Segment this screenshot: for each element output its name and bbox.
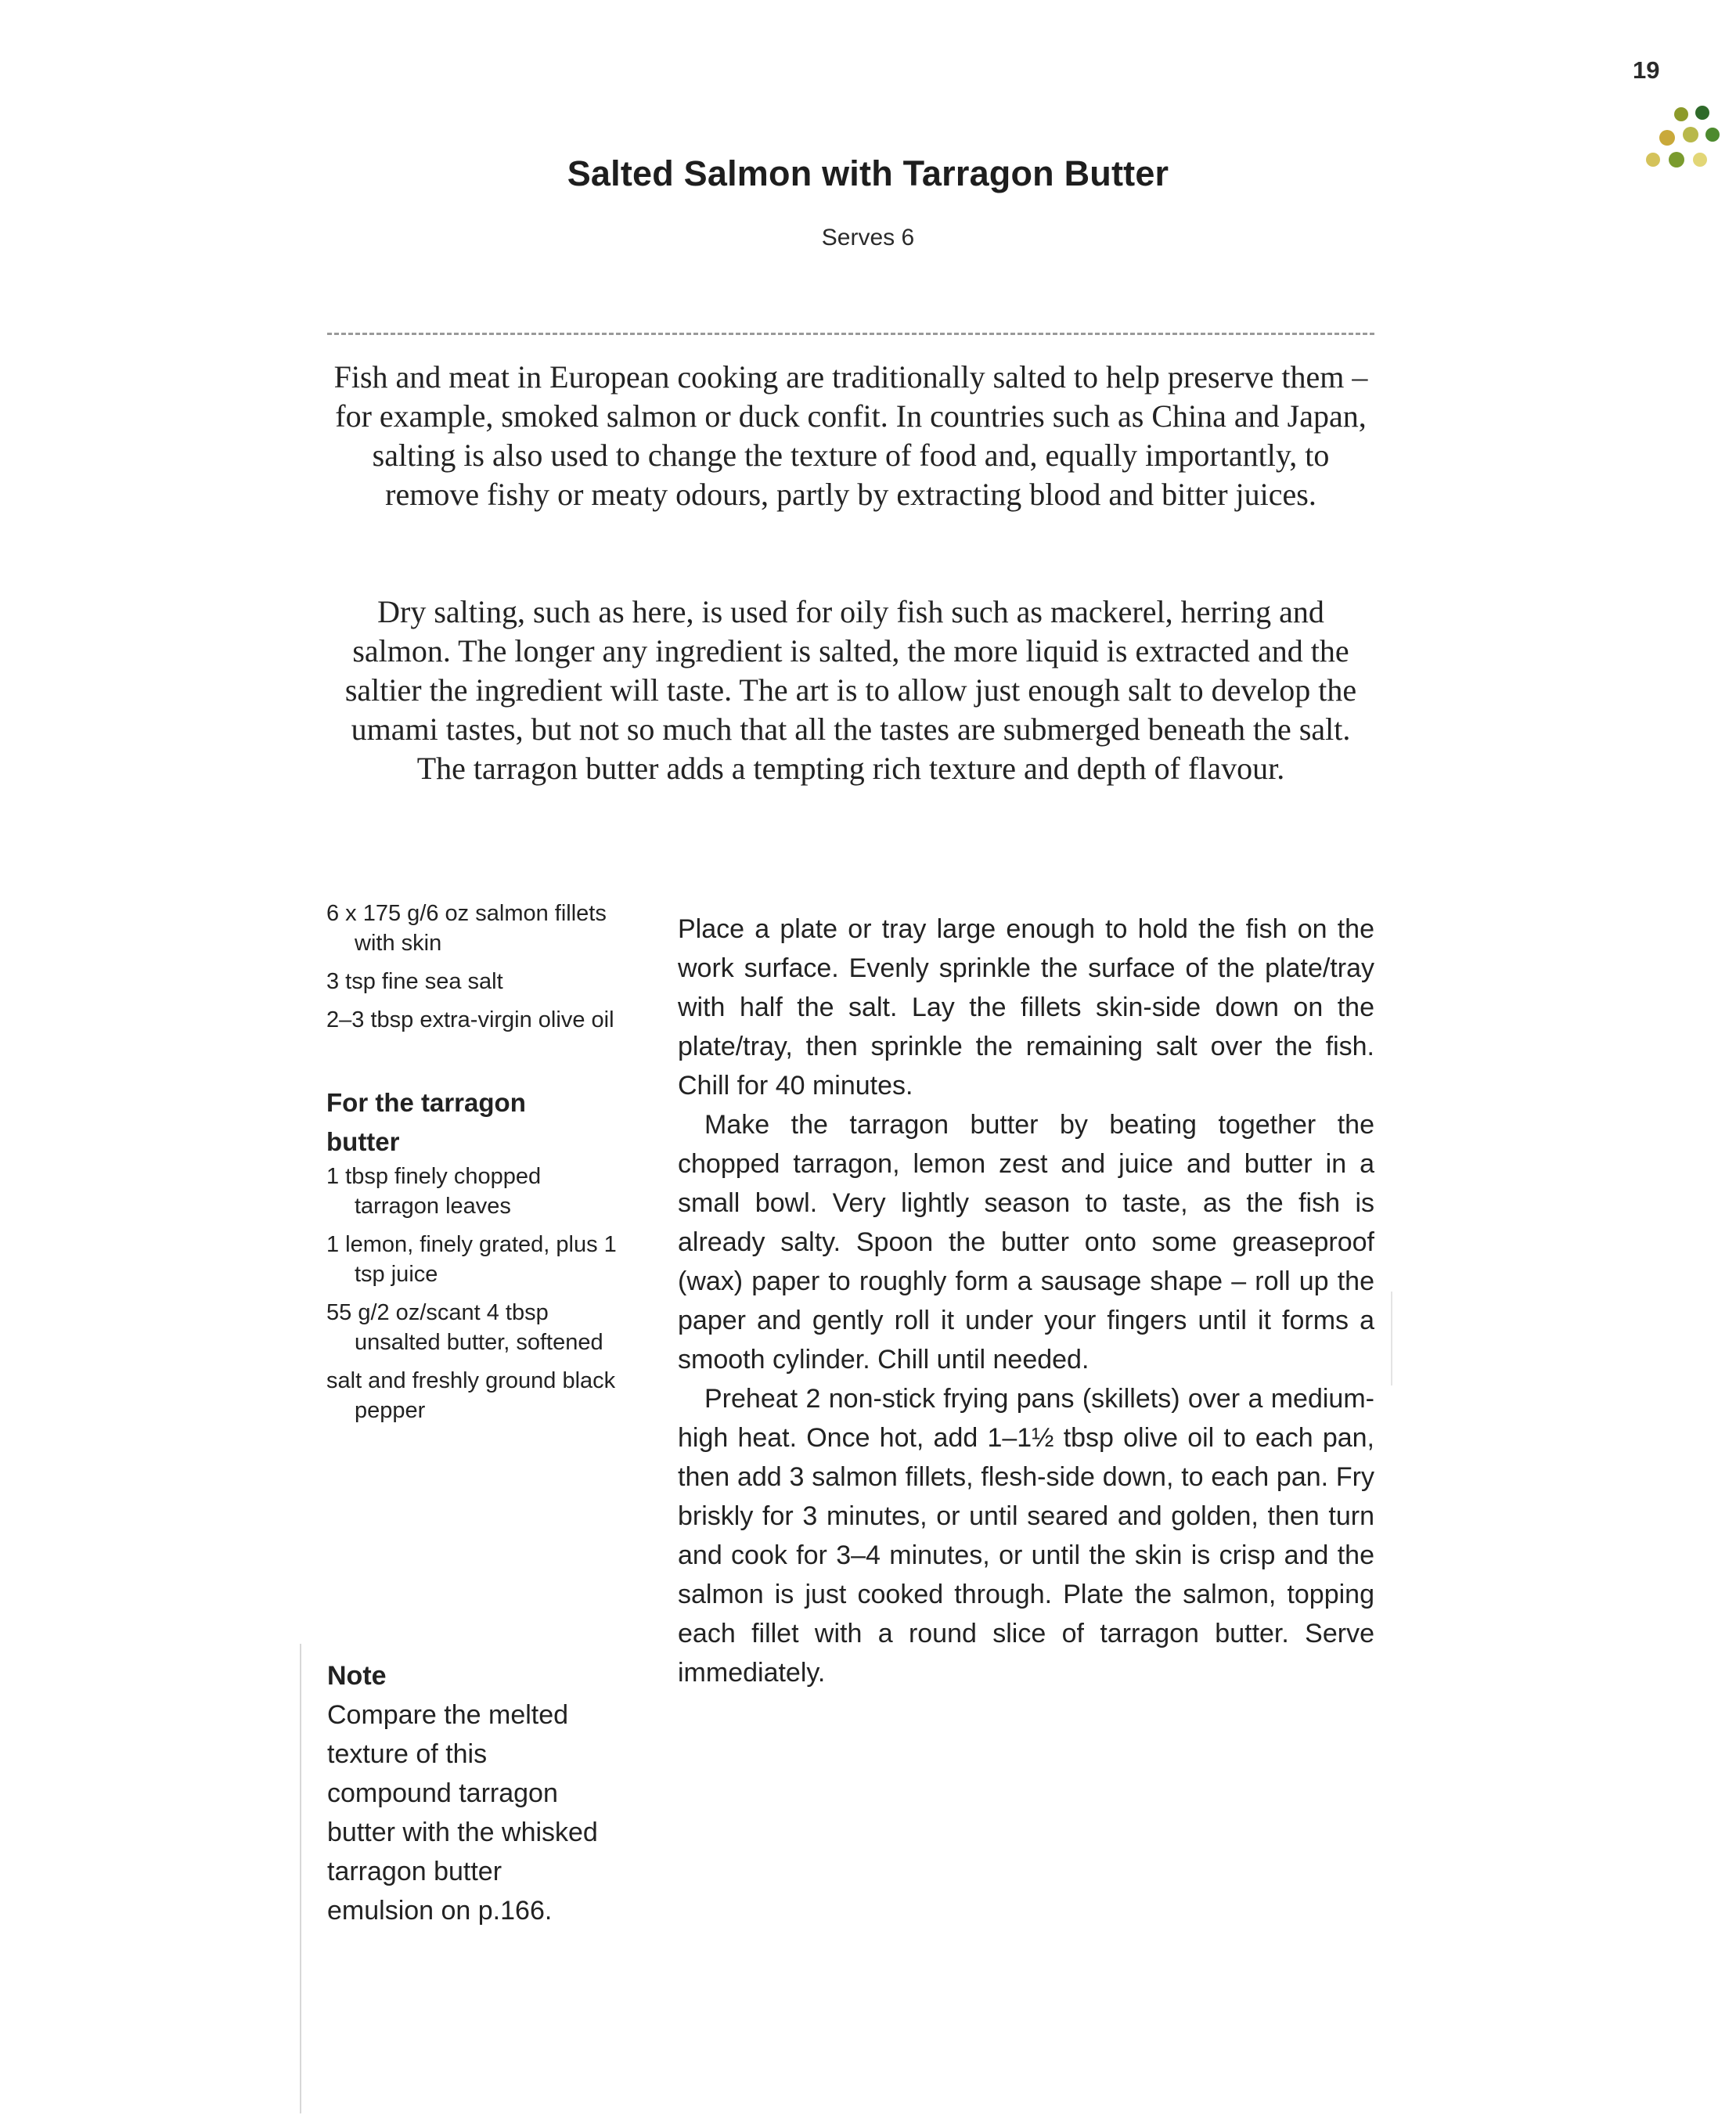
herb-dot xyxy=(1683,127,1698,142)
tarragon-butter-heading: For the tarragon butter xyxy=(326,1088,526,1156)
ingredient-item: 1 tbsp finely chopped tarragon leaves xyxy=(326,1164,542,1219)
note-heading: Note xyxy=(327,1661,387,1691)
page-number: 19 xyxy=(1633,56,1660,84)
ingredient-item: 1 lemon, finely grated, plus 1 tsp juice xyxy=(326,1232,617,1287)
note-text: Compare the melted texture of this compound tarragon butter with the whisked tarragon butter emulsion on p.166. xyxy=(327,1700,598,1926)
intro-paragraph-1: Fish and meat in European cooking are traditionally salted to help preserve them – for example, smoked salmon or duck confit. In countries such as China and Japan, salting is also used to change the texture of food and, equally importantly, to remove fishy or meaty odours, partly by extracting blood and bitter juices. xyxy=(333,359,1368,512)
herb-dot xyxy=(1674,107,1688,121)
method-column xyxy=(678,910,1374,1692)
ingredients-column xyxy=(326,899,624,1434)
scan-artifact xyxy=(1391,1292,1392,1385)
method-step-2: Make the tarragon butter by beating together the chopped tarragon, lemon zest and juice and butter in a small bowl. Very lightly season to taste, as the fish is already salty. Spoon the butter onto some greaseproof (wax) paper to roughly form a sausage shape – roll up the paper and gently roll it under your fingers until it forms a smooth cylinder. Chill until needed. xyxy=(678,1110,1374,1375)
recipe-title: Salted Salmon with Tarragon Butter xyxy=(567,153,1169,193)
ingredient-item: salt and freshly ground black pepper xyxy=(326,1368,616,1423)
scan-artifact xyxy=(300,1644,301,2113)
dashed-divider xyxy=(327,333,1374,335)
ingredient-item: 3 tsp fine sea salt xyxy=(326,969,503,994)
method-step-3: Preheat 2 non-stick frying pans (skillets) over a medium-high heat. Once hot, add 1–1½ tbsp olive oil to each pan, then add 3 salmon fillets, flesh-side down, to each pan. Fry briskly for 3 minutes, or until seared and golden, then turn and cook for 3–4 minutes, or until the skin is crisp and the salmon is just cooked through. Plate the salmon, topping each fillet with a round slice of tarragon butter. Serve immediately. xyxy=(678,1384,1374,1688)
herb-dot xyxy=(1705,128,1720,142)
tarragon-ingredients-list xyxy=(326,1162,624,1425)
note-box xyxy=(327,1656,609,1930)
main-ingredients-list xyxy=(326,899,624,1035)
intro-paragraph-2: Dry salting, such as here, is used for oily fish such as mackerel, herring and salmon. The longer any ingredient is salted, the more liquid is extracted and the saltier the ingredient will taste. The art is to allow just enough salt to develop the umami tastes, but not so much that all the tastes are submerged beneath the salt. The tarragon butter adds a tempting rich texture and depth of flavour. xyxy=(344,594,1357,786)
ingredient-item: 2–3 tbsp extra-virgin olive oil xyxy=(326,1007,614,1032)
serves-label: Serves 6 xyxy=(821,225,915,250)
herb-dot xyxy=(1695,106,1709,120)
herb-dot xyxy=(1659,130,1675,146)
method-step-1: Place a plate or tray large enough to hold the fish on the work surface. Evenly sprinkle the surface of the plate/tray with half the salt. Lay the fillets skin-side down on the plate/tray, then sprinkle the remaining salt over the fish. Chill for 40 minutes. xyxy=(678,914,1374,1101)
ingredient-item: 55 g/2 oz/scant 4 tbsp unsalted butter, softened xyxy=(326,1300,603,1355)
ingredient-item: 6 x 175 g/6 oz salmon fillets with skin xyxy=(326,901,607,956)
